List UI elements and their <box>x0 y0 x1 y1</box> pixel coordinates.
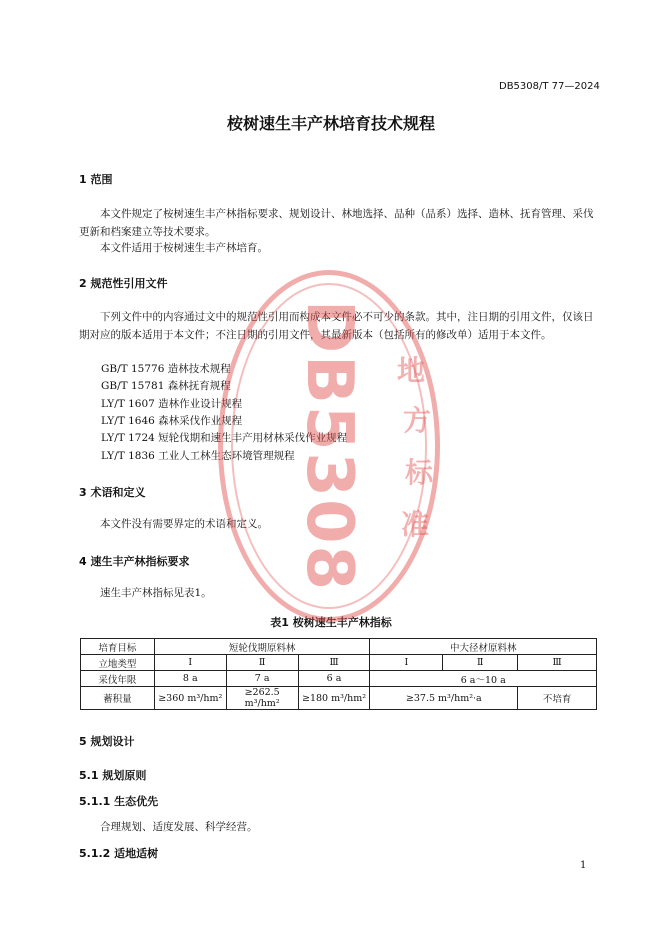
seal-character: 准 <box>401 508 430 541</box>
table-cell: 7 a <box>226 671 298 687</box>
table-cell: Ⅲ <box>518 655 597 671</box>
table-cell: 立地类型 <box>81 655 155 671</box>
section-4-heading: 4 速生丰产林指标要求 <box>79 555 190 568</box>
document-number: DB5308/T 77—2024 <box>499 81 600 92</box>
table-cell: Ⅱ <box>443 655 518 671</box>
seal-character: 标 <box>405 456 434 489</box>
reference-item: LY/T 1646 森林采伐作业规程 <box>101 415 243 427</box>
section-5-1-1-heading: 5.1.1 生态优先 <box>79 795 159 808</box>
seal-character: 方 <box>403 404 432 437</box>
table-cell: 8 a <box>154 671 226 687</box>
table-cell: Ⅰ <box>370 655 443 671</box>
section-2-paragraph-1: 下列文件中的内容通过文中的规范性引用而构成本文件必不可少的条款。其中，注日期的引用文件，仅该日期对应的版本适用于本文件；不注日期的引用文件，其最新版本（包括所有的修改单）适用于本文件。 <box>79 311 594 341</box>
table-cell: ≥262.5 m³/hm² <box>226 687 298 710</box>
reference-item: LY/T 1607 造林作业设计规程 <box>101 398 243 410</box>
reference-item: LY/T 1724 短轮伐期和速生丰产用材林采伐作业规程 <box>101 432 348 444</box>
section-4-paragraph-1: 速生丰产林指标见表1。 <box>100 587 212 599</box>
table-cell: Ⅰ <box>154 655 226 671</box>
section-5-1-heading: 5.1 规划原则 <box>79 769 147 782</box>
section-3-paragraph-1: 本文件没有需要界定的术语和定义。 <box>100 518 268 530</box>
table-cell: ≥180 m³/hm² <box>298 687 370 710</box>
reference-item: GB/T 15776 造林技术规程 <box>101 363 231 375</box>
table-row <box>81 671 597 687</box>
section-1-paragraph-2: 本文件适用于桉树速生丰产林培育。 <box>100 242 268 254</box>
section-2-heading: 2 规范性引用文件 <box>79 277 168 290</box>
table-caption: 表1 桉树速生丰产林指标 <box>270 616 392 629</box>
table-cell: 短轮伐期原料林 <box>154 639 370 655</box>
table-cell: 中大径材原料林 <box>370 639 597 655</box>
table-cell: ≥37.5 m³/hm²·a <box>370 687 518 710</box>
section-1-heading: 1 范围 <box>79 173 113 186</box>
section-1-paragraph-1: 本文件规定了桉树速生丰产林指标要求、规划设计、林地选择、品种（品系）选择、造林、抚育管理、采伐更新和档案建立等技术要求。 <box>79 208 594 238</box>
table-row <box>81 639 597 655</box>
section-5-1-2-heading: 5.1.2 适地适树 <box>79 847 159 860</box>
page-number: 1 <box>580 860 587 871</box>
seal-character: 地 <box>397 354 426 387</box>
table-cell: Ⅱ <box>226 655 298 671</box>
seal-code-text: DB5308 <box>292 299 366 593</box>
table-cell: Ⅲ <box>298 655 370 671</box>
table-cell: ≥360 m³/hm² <box>154 687 226 710</box>
table-row <box>81 687 597 710</box>
table-cell: 采伐年限 <box>81 671 155 687</box>
reference-item: LY/T 1836 工业人工林生态环境管理规程 <box>101 450 295 462</box>
table-row <box>81 655 597 671</box>
table-cell: 6 a～10 a <box>370 671 597 687</box>
table-cell: 6 a <box>298 671 370 687</box>
section-5-heading: 5 规划设计 <box>79 735 135 748</box>
table-cell: 蓄积量 <box>81 687 155 710</box>
section-3-heading: 3 术语和定义 <box>79 486 146 499</box>
indicator-table <box>80 638 597 710</box>
table-cell: 培育目标 <box>81 639 155 655</box>
section-5-1-1-paragraph: 合理规划、适度发展、科学经营。 <box>100 821 258 833</box>
table-cell: 不培育 <box>518 687 597 710</box>
reference-item: GB/T 15781 森林抚育规程 <box>101 380 231 392</box>
page-title: 桉树速生丰产林培育技术规程 <box>226 114 435 133</box>
